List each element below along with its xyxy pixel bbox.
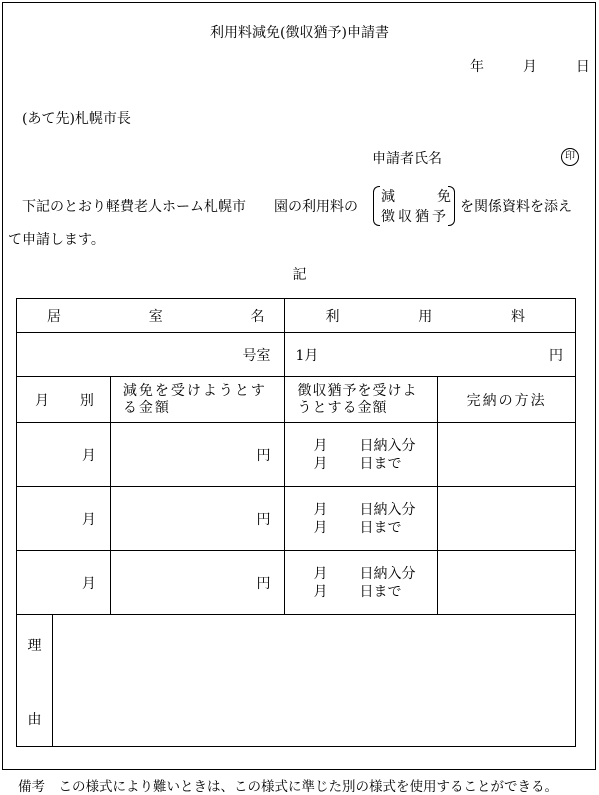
applicant-name-label: 申請者氏名 bbox=[372, 151, 442, 167]
reason-label: 理 由 bbox=[17, 615, 53, 747]
date-month-label: 月 bbox=[522, 59, 537, 75]
col-reduction-header: 減免を受けようとする金額 bbox=[110, 377, 285, 423]
col-month-header: 月 別 bbox=[17, 377, 111, 423]
col-deferral-header: 徴収猶予を受けようとする金額 bbox=[285, 377, 438, 423]
date-day-label: 日 bbox=[575, 59, 590, 75]
addressee: (あて先)札幌市長 bbox=[22, 111, 131, 127]
row-payment-method-field[interactable] bbox=[438, 423, 576, 487]
table-row bbox=[17, 551, 576, 615]
header-room-name: 居 室 名 bbox=[17, 299, 285, 333]
reason-field[interactable] bbox=[52, 615, 575, 747]
option-deferral: 徴収猶予 bbox=[381, 209, 449, 225]
seal-mark: 印 bbox=[561, 148, 579, 166]
remarks-note: 備考 この様式により難いときは、この様式に準じた別の様式を使用することができる。 bbox=[18, 779, 558, 795]
date-line bbox=[470, 56, 590, 76]
row-month-field[interactable]: 月 bbox=[17, 423, 111, 487]
row-payment-method-field[interactable] bbox=[438, 487, 576, 551]
fee-table bbox=[16, 298, 576, 747]
header-fee: 利 用 料 bbox=[285, 299, 576, 333]
body-text-part3: て申請します。 bbox=[8, 232, 105, 248]
ki-heading: 記 bbox=[292, 267, 307, 283]
date-year-label: 年 bbox=[470, 59, 484, 75]
row-deferral-period-field[interactable]: 月 日納入分 月 日まで bbox=[285, 551, 438, 615]
monthly-fee-field[interactable]: 1月 円 bbox=[285, 333, 576, 377]
row-reduction-amount-field[interactable]: 円 bbox=[110, 487, 285, 551]
form-title: 利用料減免(徴収猶予)申請書 bbox=[210, 25, 389, 41]
table-row bbox=[17, 487, 576, 551]
row-reduction-amount-field[interactable]: 円 bbox=[110, 423, 285, 487]
body-text-part1: 下記のとおり軽費老人ホーム札幌市 園の利用料の bbox=[22, 199, 358, 215]
row-deferral-period-field[interactable]: 月 日納入分 月 日まで bbox=[285, 487, 438, 551]
option-bracket: 減 免 徴収猶予 bbox=[373, 186, 455, 226]
row-month-field[interactable]: 月 bbox=[17, 487, 111, 551]
col-method-header: 完納の方法 bbox=[438, 377, 576, 423]
row-payment-method-field[interactable] bbox=[438, 551, 576, 615]
row-month-field[interactable]: 月 bbox=[17, 551, 111, 615]
table-row bbox=[17, 423, 576, 487]
row-reduction-amount-field[interactable]: 円 bbox=[110, 551, 285, 615]
body-text-part2: を関係資料を添え bbox=[460, 199, 572, 215]
room-number-field[interactable]: 号室 bbox=[17, 333, 285, 377]
row-deferral-period-field[interactable]: 月 日納入分 月 日まで bbox=[285, 423, 438, 487]
